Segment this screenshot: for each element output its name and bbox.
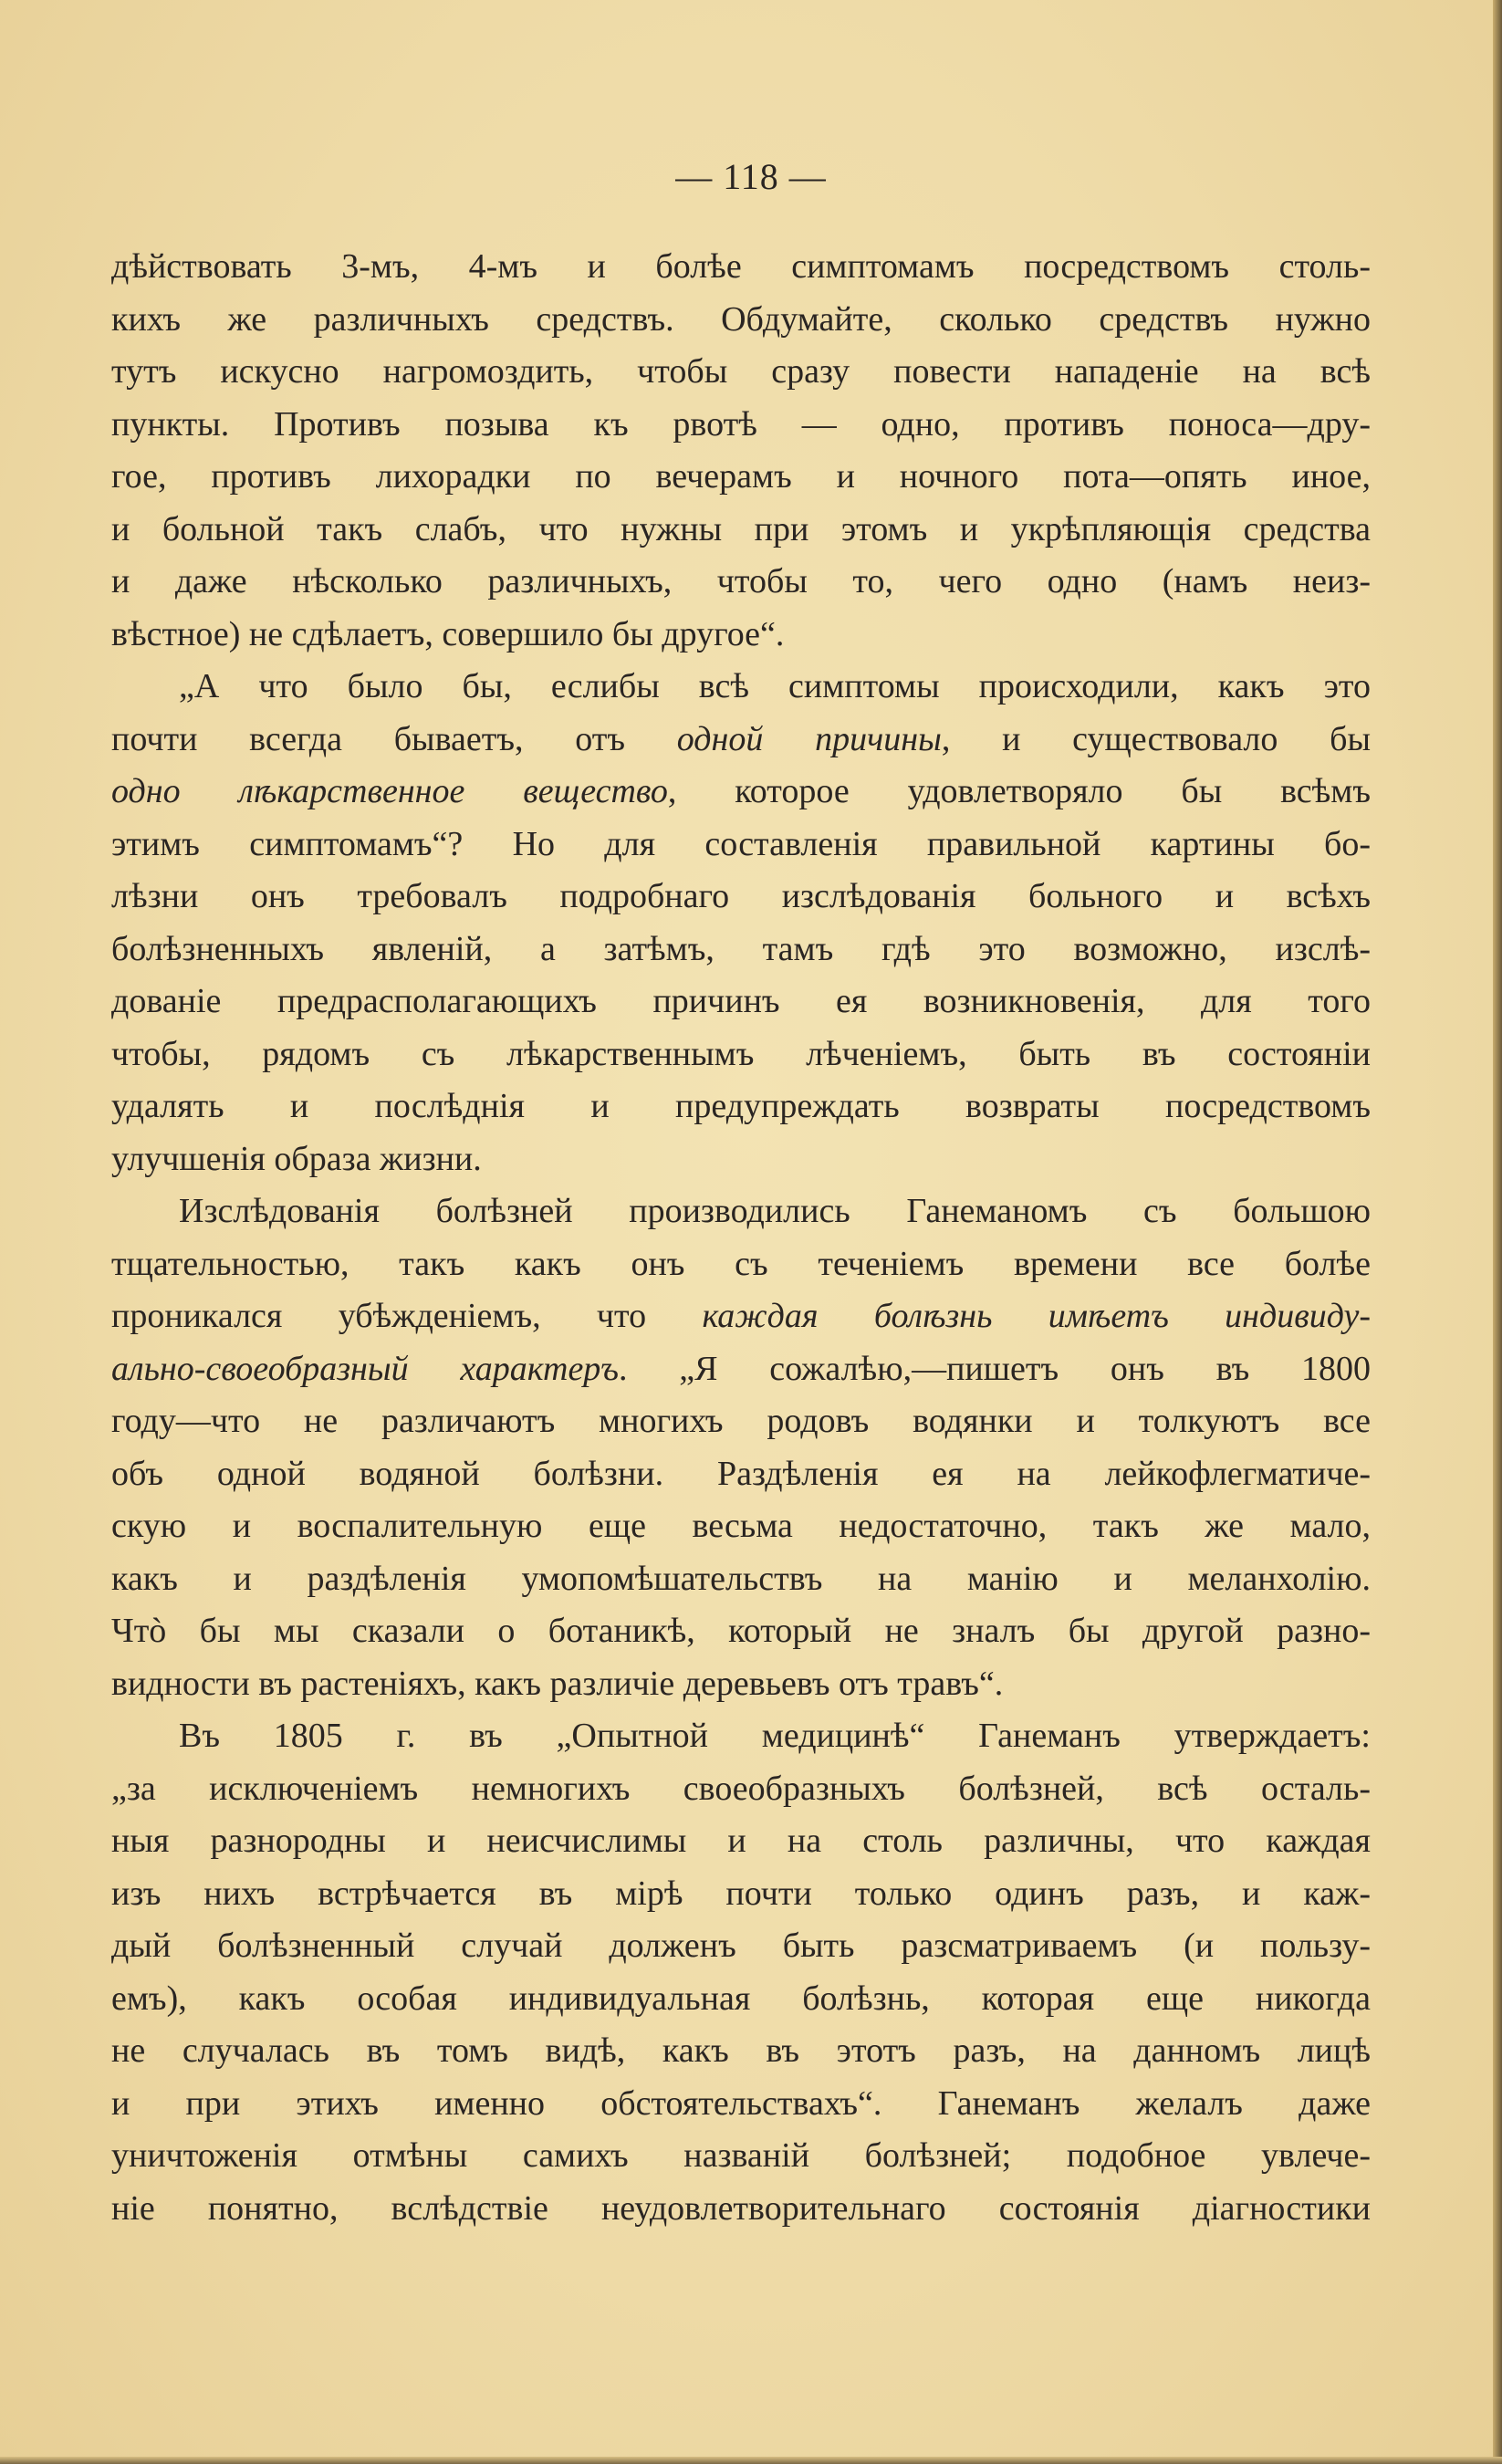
text-segment: и больной такъ слабъ, что нужны при этомъ и укрѣпляющiя средства (111, 509, 1371, 548)
text-line (111, 346, 1371, 399)
text-line (111, 451, 1371, 504)
text-segment: „А что было бы, еслибы всѣ симптомы происходили, какъ это (179, 667, 1371, 705)
text-segment: и при этихъ именно обстоятельствахъ“. Ганеманъ желалъ даже (111, 2083, 1371, 2123)
text-segment: видности въ растенiяхъ, какъ различiе деревьевъ отъ травъ“. (111, 1664, 1004, 1703)
page-edge-shadow (1493, 0, 1502, 2464)
text-segment: пункты. Противъ позыва къ рвотѣ — одно, противъ поноса—дру- (111, 404, 1371, 444)
text-line (111, 399, 1371, 452)
text-segment: удалять и послѣднiя и предупреждать возвраты посредствомъ (111, 1087, 1371, 1125)
text-segment: . „Я сожалѣю,—пишетъ онъ въ 1800 (619, 1349, 1371, 1388)
text-segment: нiе понятно, вслѣдствiе неудовлетворительнаго состоянiя дiагностики (111, 2188, 1371, 2228)
text-line (111, 1395, 1371, 1448)
text-segment: скую и воспалительную еще весьма недостаточно, такъ же мало, (111, 1507, 1371, 1545)
text-segment: , которое удовлетворяло бы всѣмъ (667, 772, 1371, 810)
text-line (111, 976, 1371, 1028)
text-segment: болѣзненныхъ явленiй, а затѣмъ, тамъ гдѣ это возможно, изслѣ- (111, 929, 1371, 968)
text-line (111, 241, 1371, 294)
text-line (111, 1973, 1371, 2026)
text-line (111, 1763, 1371, 1816)
text-segment: вѣстное) не сдѣлаетъ, совершило бы другое“. (111, 614, 785, 653)
text-segment: тутъ искусно нагромоздить, чтобы сразу повести нападенiе на всѣ (111, 352, 1371, 391)
text-segment: ныя разнородны и неисчислимы и на столь различны, что каждая (111, 1822, 1371, 1860)
text-line (111, 1710, 1371, 1763)
text-segment: дѣйствовать 3-мъ, 4-мъ и болѣе симптомамъ посредствомъ столь- (111, 247, 1371, 286)
text-segment: Въ 1805 г. въ „Опытной медицинѣ“ Ганеманъ утверждаетъ: (179, 1717, 1371, 1755)
text-line (111, 504, 1371, 557)
text-segment: „за исключенiемъ немногихъ своеобразныхъ болѣзней, всѣ осталь- (111, 1769, 1371, 1808)
text-segment: дованiе предрасполагающихъ причинъ ея возникновенiя, для того (111, 982, 1371, 1020)
italic-phrase: каждая болѣзнь имѣетъ индивиду- (702, 1297, 1371, 1335)
italic-phrase: ально-своеобразный характеръ (111, 1349, 620, 1388)
text-line (111, 1290, 1371, 1343)
text-segment: тщательностью, такъ какъ онъ съ теченiемъ времени все болѣе (111, 1244, 1371, 1283)
text-segment: емъ), какъ особая индивидуальная болѣзнь, которая еще никогда (111, 1979, 1371, 2018)
text-segment: чтобы, рядомъ съ лѣкарственнымъ лѣченiемъ, быть въ состоянiи (111, 1034, 1371, 1073)
italic-phrase: одной причины (676, 719, 942, 758)
text-line (111, 766, 1371, 819)
text-segment: дый болѣзненный случай долженъ быть разсматриваемъ (и пользу- (111, 1926, 1371, 1965)
text-line (111, 1028, 1371, 1081)
text-segment: объ одной водяной болѣзни. Раздѣленiя ея на лейкофлегматиче- (111, 1454, 1371, 1493)
text-segment: гое, противъ лихорадки по вечерамъ и ночного пота—опять иное, (111, 457, 1371, 496)
text-segment: изъ нихъ встрѣчается въ мiрѣ почти только одинъ разъ, и каж- (111, 1874, 1371, 1913)
text-line (111, 2130, 1371, 2183)
italic-phrase: одно лѣкарственное вещество (111, 772, 668, 810)
text-segment: году—что не различаютъ многихъ родовъ водянки и толкуютъ все (111, 1402, 1371, 1440)
text-segment: кихъ же различныхъ средствъ. Обдумайте, сколько средствъ нужно (111, 299, 1371, 339)
text-line (111, 924, 1371, 976)
text-segment: лѣзни онъ требовалъ подробнаго изслѣдованiя больного и всѣхъ (111, 877, 1371, 915)
text-segment: какъ и раздѣленiя умопомѣшательствъ на манiю и меланхолiю. (111, 1559, 1371, 1598)
text-line (111, 609, 1371, 662)
text-line (111, 294, 1371, 347)
text-segment: Изслѣдованiя болѣзней производились Ганеманомъ съ большою (179, 1192, 1371, 1230)
text-line (111, 871, 1371, 924)
text-line (111, 1500, 1371, 1553)
text-line (111, 2078, 1371, 2131)
text-line (111, 1553, 1371, 1606)
text-segment: и даже нѣсколько различныхъ, чтобы то, чего одно (намъ неиз- (111, 562, 1371, 600)
text-line (111, 1185, 1371, 1238)
text-line (111, 714, 1371, 767)
text-segment: этимъ симптомамъ“? Но для составленiя правильной картины бо- (111, 824, 1371, 863)
text-segment: , и существовало бы (941, 719, 1371, 758)
text-segment: улучшенiя образа жизни. (111, 1139, 482, 1178)
text-segment: не случалась въ томъ видѣ, какъ въ этотъ разъ, на данномъ лицѣ (111, 2031, 1371, 2070)
page-bottom-edge (0, 2457, 1502, 2464)
text-line (111, 1815, 1371, 1868)
text-line (111, 1133, 1371, 1186)
text-line (111, 661, 1371, 714)
text-line (111, 819, 1371, 872)
page-number: — 118 — (675, 156, 827, 197)
text-line (111, 1658, 1371, 1711)
text-line (111, 1081, 1371, 1133)
text-line (111, 2183, 1371, 2236)
text-line (111, 1920, 1371, 1973)
text-line (111, 1343, 1371, 1396)
text-line (111, 1238, 1371, 1291)
text-segment: Чтò бы мы сказали о ботаникѣ, который не зналъ бы другой разно- (111, 1612, 1371, 1650)
text-segment: почти всегда бываетъ, отъ (111, 719, 677, 758)
body-text (111, 241, 1371, 2235)
text-line (111, 1448, 1371, 1501)
text-line (111, 556, 1371, 609)
text-line (111, 2025, 1371, 2078)
text-segment: уничтоженiя отмѣны самихъ названiй болѣзней; подобное увлече- (111, 2136, 1371, 2175)
text-line (111, 1605, 1371, 1658)
text-segment: проникался убѣжденiемъ, что (111, 1297, 703, 1335)
text-line (111, 1868, 1371, 1921)
